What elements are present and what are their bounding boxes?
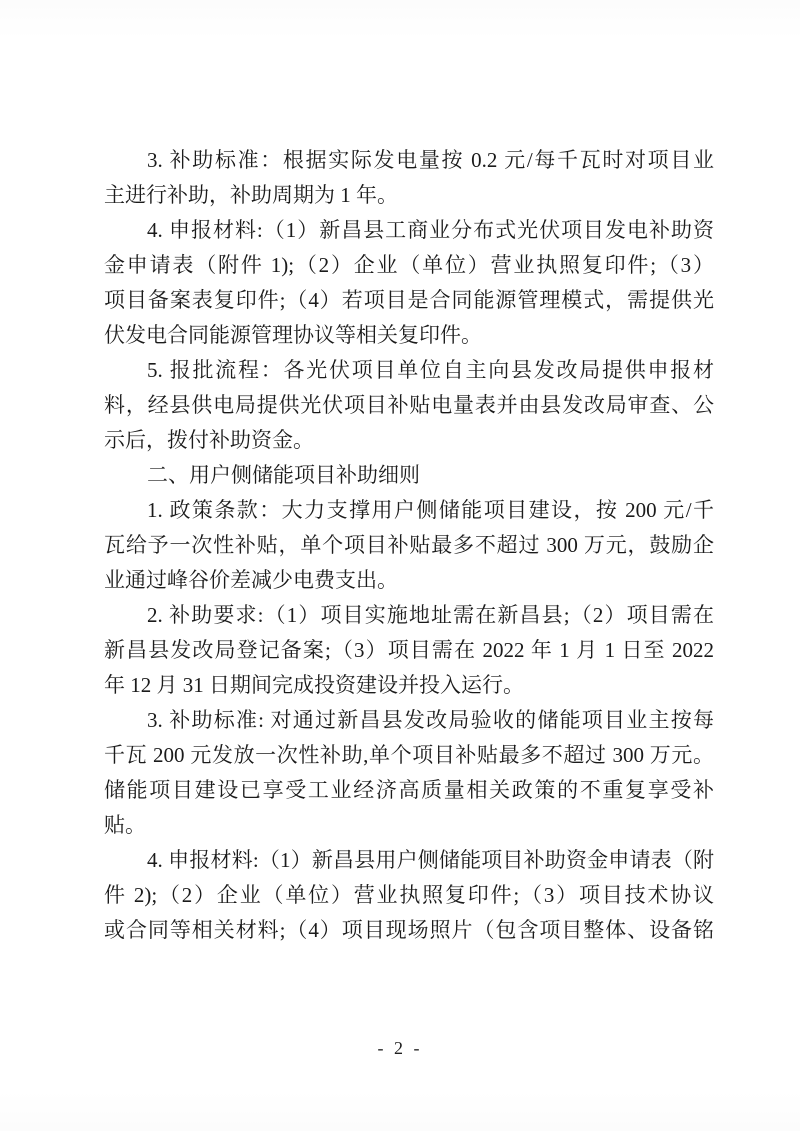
text-line: 新昌县发改局登记备案;（3）项目需在 2022 年 1 月 1 日至 2022 <box>104 638 714 662</box>
text-line: 业通过峰谷价差减少电费支出。 <box>104 568 398 592</box>
scan-noise-bottom <box>0 1091 800 1131</box>
text-line: 千瓦 200 元发放一次性补助,单个项目补贴最多不超过 300 万元。 <box>104 743 714 767</box>
page-number: - 2 - <box>377 1038 423 1058</box>
text-line: 伏发电合同能源管理协议等相关复印件。 <box>104 323 482 347</box>
section-heading: 二、用户侧储能项目补助细则 <box>147 463 420 487</box>
text-line: 示后，拨付补助资金。 <box>104 428 314 452</box>
scan-noise-top <box>0 0 800 40</box>
text-line: 4. 申报材料:（1）新昌县用户侧储能项目补助资金申请表（附 <box>147 848 714 872</box>
document-text-block <box>104 143 714 948</box>
text-line: 1. 政策条款：大力支撑用户侧储能项目建设，按 200 元/千 <box>147 498 714 522</box>
text-line: 金申请表（附件 1);（2）企业（单位）营业执照复印件;（3） <box>104 253 714 277</box>
text-line: 瓦给予一次性补贴，单个项目补贴最多不超过 300 万元，鼓励企 <box>104 533 714 557</box>
text-line: 项目备案表复印件;（4）若项目是合同能源管理模式，需提供光 <box>104 288 714 312</box>
text-line: 5. 报批流程：各光伏项目单位自主向县发改局提供申报材 <box>147 358 714 382</box>
text-line: 贴。 <box>104 813 146 837</box>
text-line: 4. 申报材料:（1）新昌县工商业分布式光伏项目发电补助资 <box>147 218 714 242</box>
text-line: 件 2);（2）企业（单位）营业执照复印件;（3）项目技术协议 <box>104 883 714 907</box>
text-line: 3. 补助标准: 对通过新昌县发改局验收的储能项目业主按每 <box>147 708 714 732</box>
text-line: 年 12 月 31 日期间完成投资建设并投入运行。 <box>104 673 524 697</box>
text-line: 料，经县供电局提供光伏项目补贴电量表并由县发改局审查、公 <box>104 393 714 417</box>
text-line: 2. 补助要求:（1）项目实施地址需在新昌县;（2）项目需在 <box>147 603 714 627</box>
text-line: 储能项目建设已享受工业经济高质量相关政策的不重复享受补 <box>104 778 714 802</box>
text-line: 3. 补助标准：根据实际发电量按 0.2 元/每千瓦时对项目业 <box>147 148 714 172</box>
text-line: 主进行补助，补助周期为 1 年。 <box>104 183 398 207</box>
text-line: 或合同等相关材料;（4）项目现场照片（包含项目整体、设备铭 <box>104 918 714 942</box>
